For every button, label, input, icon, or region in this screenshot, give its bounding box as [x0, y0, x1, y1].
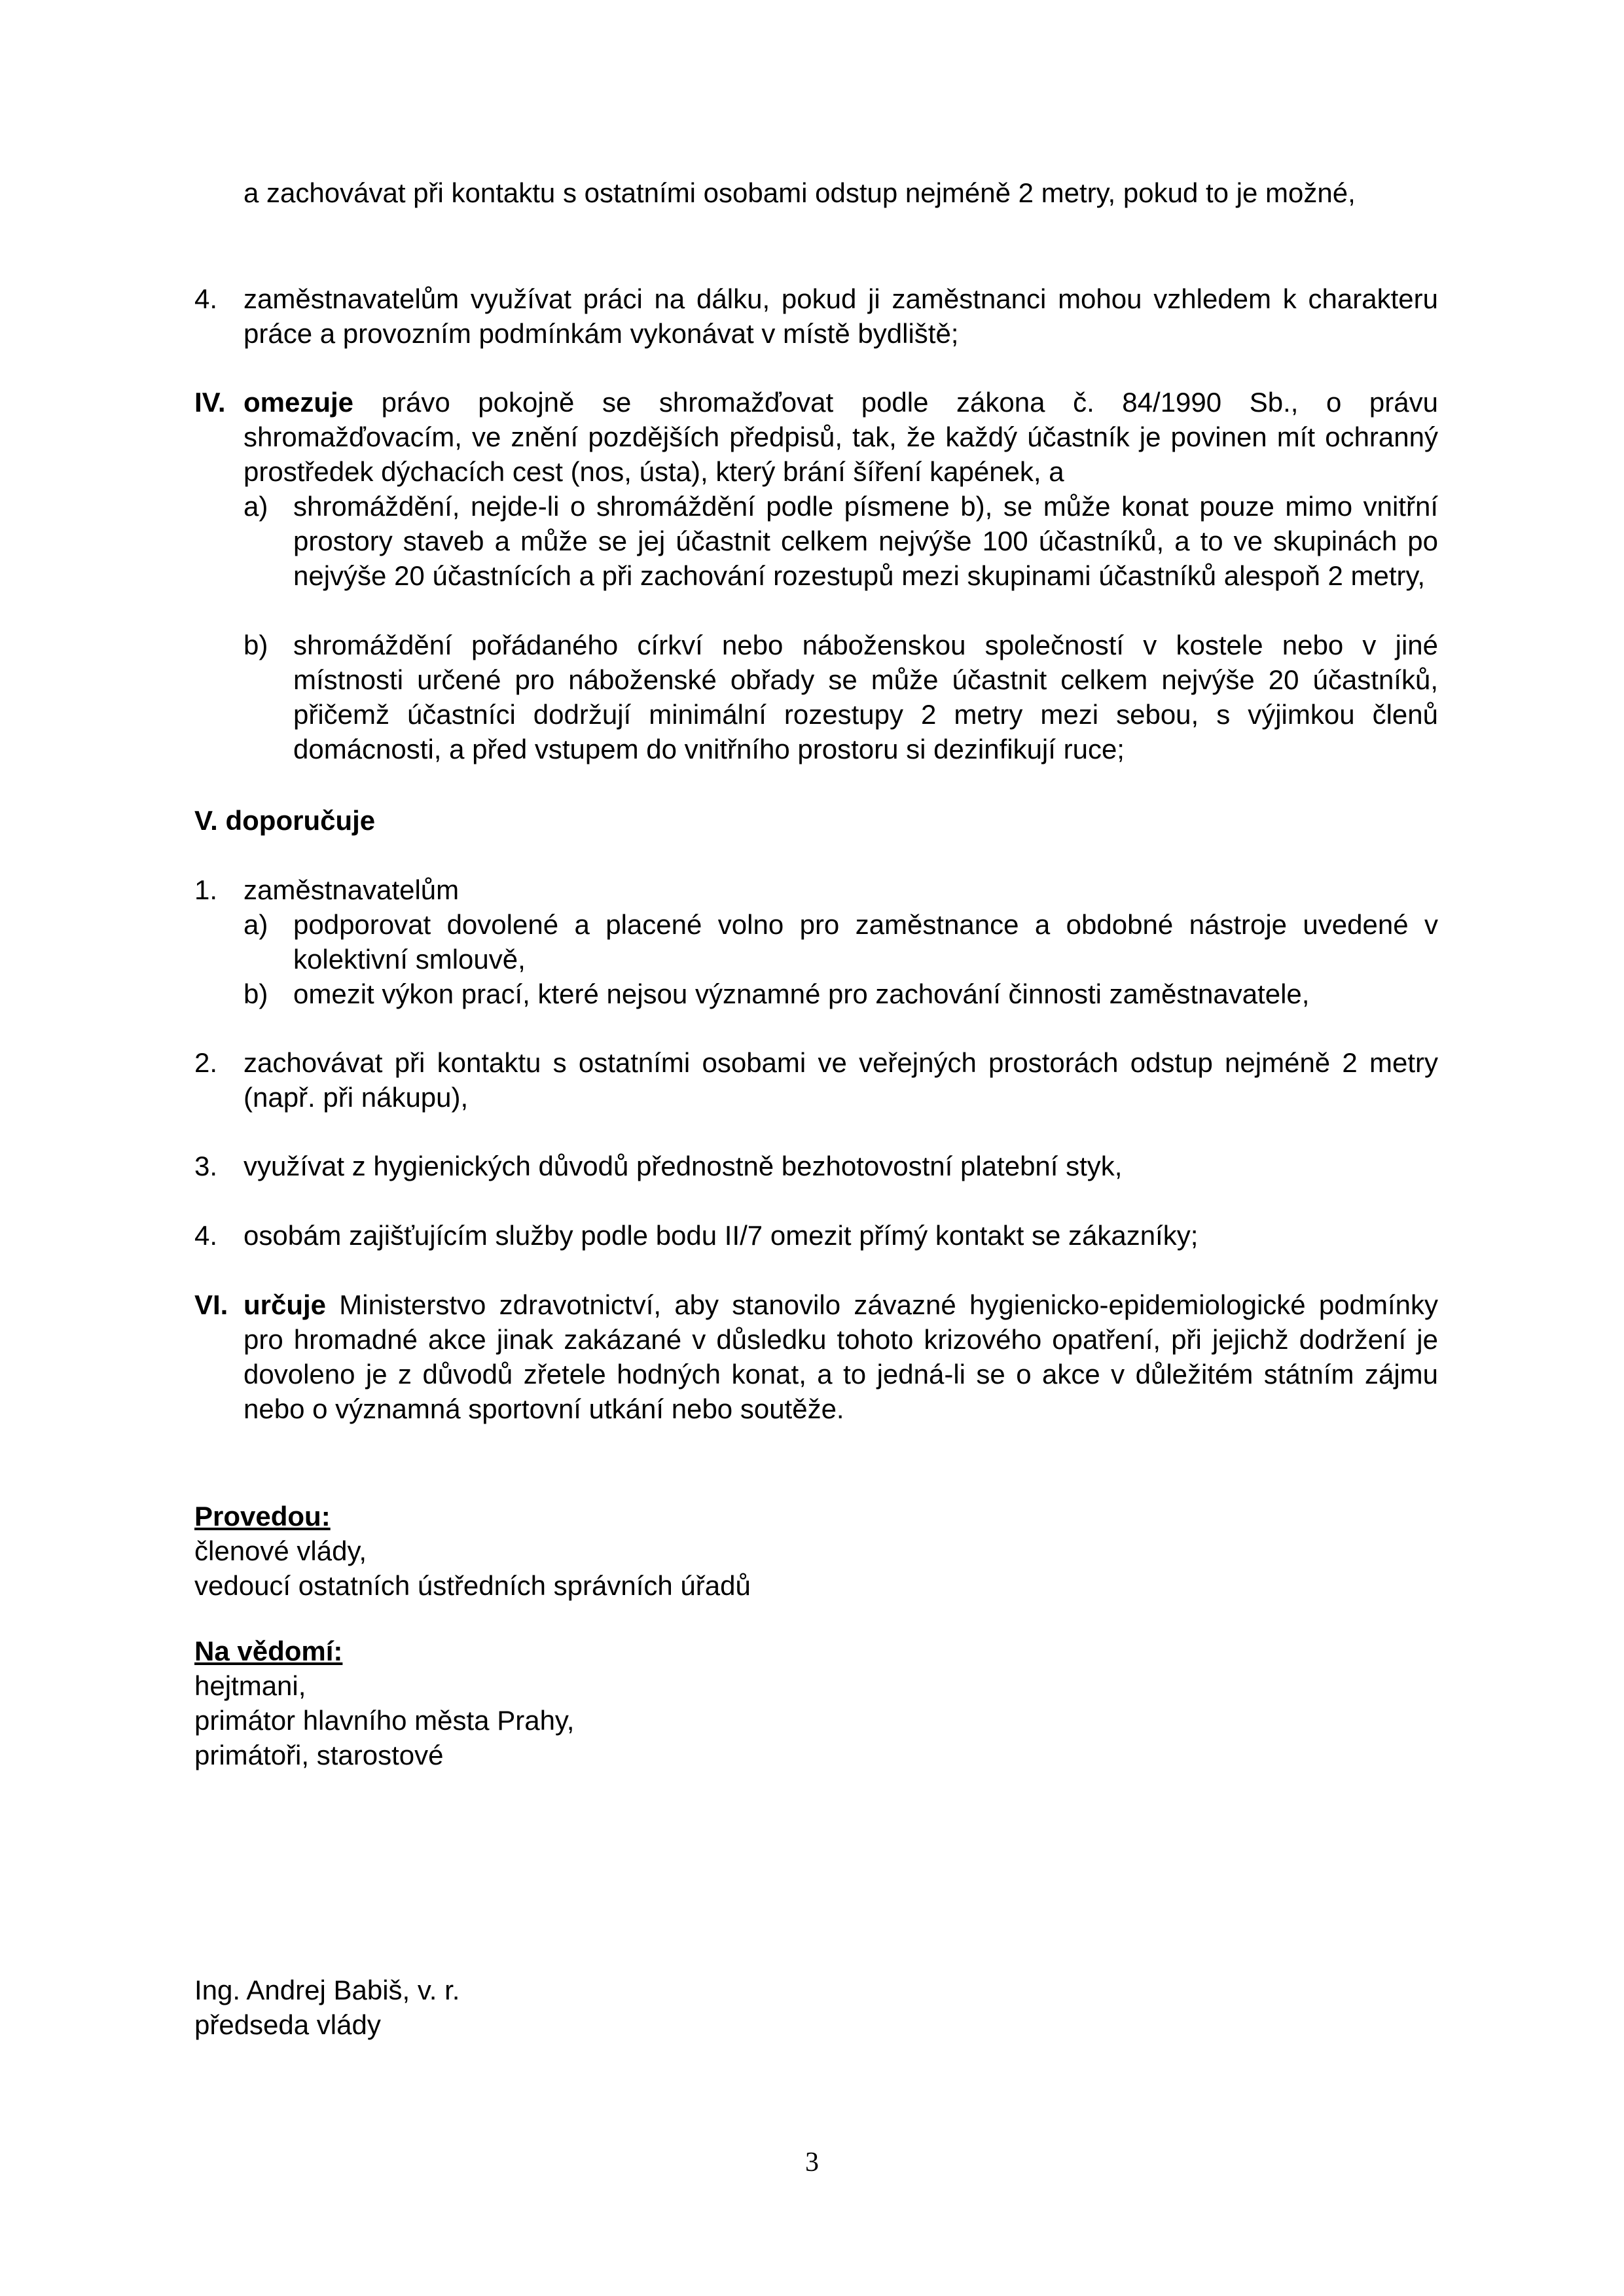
subitem-text: shromáždění pořádaného církví nebo náboženskou společností v kostele nebo v jiné místnosti určené pro náboženské obřady se může účastnit celkem nejvýše 20 účastníků, přičemž účastníci dodržují minimální rozestupy 2 metry mezi sebou, s výjimkou členů domácnosti, a před vstupem do vnitřního prostoru si dezinfikují ruce;	[293, 630, 1438, 764]
provedou-block	[194, 1499, 1242, 1603]
list-item-number: 2.	[194, 1047, 218, 1078]
section-text	[244, 1287, 1438, 1426]
signature-name: Ing. Andrej Babiš, v. r.	[194, 1975, 460, 2005]
list-item-number: 1.	[194, 874, 218, 905]
subitem-label: a)	[244, 909, 268, 940]
provedou-line: vedoucí ostatních ústředních správních úřadů	[194, 1570, 751, 1601]
subitem-label: b)	[244, 978, 268, 1009]
section-number: VI.	[194, 1289, 228, 1320]
subitem-label: b)	[244, 630, 268, 660]
list-item-number: 3.	[194, 1151, 218, 1181]
section-text	[244, 385, 1438, 489]
section-verb: omezuje	[244, 387, 354, 418]
list-item-text: zachovávat při kontaktu s ostatními osobami ve veřejných prostorách odstup nejméně 2 metry (např. při nákupu),	[244, 1047, 1438, 1113]
section-body: Ministerstvo zdravotnictví, aby stanovilo závazné hygienicko-epidemiologické podmínky pro hromadné akce jinak zakázané v důsledku tohoto krizového opatření, při jejichž dodržení je dovoleno je z důvodů zřetele hodných konat, a to jedná-li se o akce v důležitém státním zájmu nebo o významná sportovní utkání nebo soutěže.	[244, 1289, 1438, 1424]
na-vedomi-block	[194, 1634, 1242, 1772]
subitem-text: shromáždění, nejde-li o shromáždění podle písmene b), se může konat pouze mimo vnitřní prostory staveb a může se jej účastnit celkem nejvýše 100 účastníků, a to ve skupinách po nejvýše 20 účastnících a při zachování rozestupů mezi skupinami účastníků alespoň 2 metry,	[293, 491, 1438, 591]
signature-role: předseda vlády	[194, 2009, 381, 2040]
subitem-text: podporovat dovolené a placené volno pro zaměstnance a obdobné nástroje uvedené v kolektivní smlouvě,	[293, 909, 1438, 975]
list-item-text: zaměstnavatelům využívat práci na dálku, pokud ji zaměstnanci mohou vzhledem k charakteru práce a provozním podmínkám vykonávat v místě bydliště;	[244, 283, 1438, 349]
provedou-line: členové vlády,	[194, 1535, 367, 1566]
section-v-title: V. doporučuje	[194, 805, 376, 836]
list-item-text: využívat z hygienických důvodů přednostně bezhotovostní platební styk,	[244, 1151, 1123, 1181]
section-verb: určuje	[244, 1289, 327, 1320]
list-item-number: 4.	[194, 1220, 218, 1251]
list-item-number: 4.	[194, 283, 218, 314]
section-body: právo pokojně se shromažďovat podle zákona č. 84/1990 Sb., o právu shromažďovacím, ve znění pozdějších předpisů, tak, že každý účastník je povinen mít ochranný prostředek dýchacích cest (nos, ústa), který brání šíření kapének, a	[244, 387, 1438, 487]
provedou-heading: Provedou:	[194, 1501, 331, 1532]
signature-block	[194, 1973, 1242, 2042]
page-number: 3	[805, 2147, 819, 2178]
list-item-text: osobám zajišťujícím služby podle bodu II/7 omezit přímý kontakt se zákazníky;	[244, 1220, 1199, 1251]
na-vedomi-heading: Na vědomí:	[194, 1636, 343, 1666]
list-item-text: a zachovávat při kontaktu s ostatními osobami odstup nejméně 2 metry, pokud to je možné,	[244, 177, 1356, 208]
section-number: IV.	[194, 387, 226, 418]
na-vedomi-line: primátoři, starostové	[194, 1740, 444, 1770]
subitem-label: a)	[244, 491, 268, 522]
subitem-text: omezit výkon prací, které nejsou významné pro zachování činnosti zaměstnavatele,	[293, 978, 1310, 1009]
list-item-text: zaměstnavatelům	[244, 874, 460, 905]
na-vedomi-line: hejtmani,	[194, 1670, 306, 1701]
na-vedomi-line: primátor hlavního města Prahy,	[194, 1705, 575, 1736]
